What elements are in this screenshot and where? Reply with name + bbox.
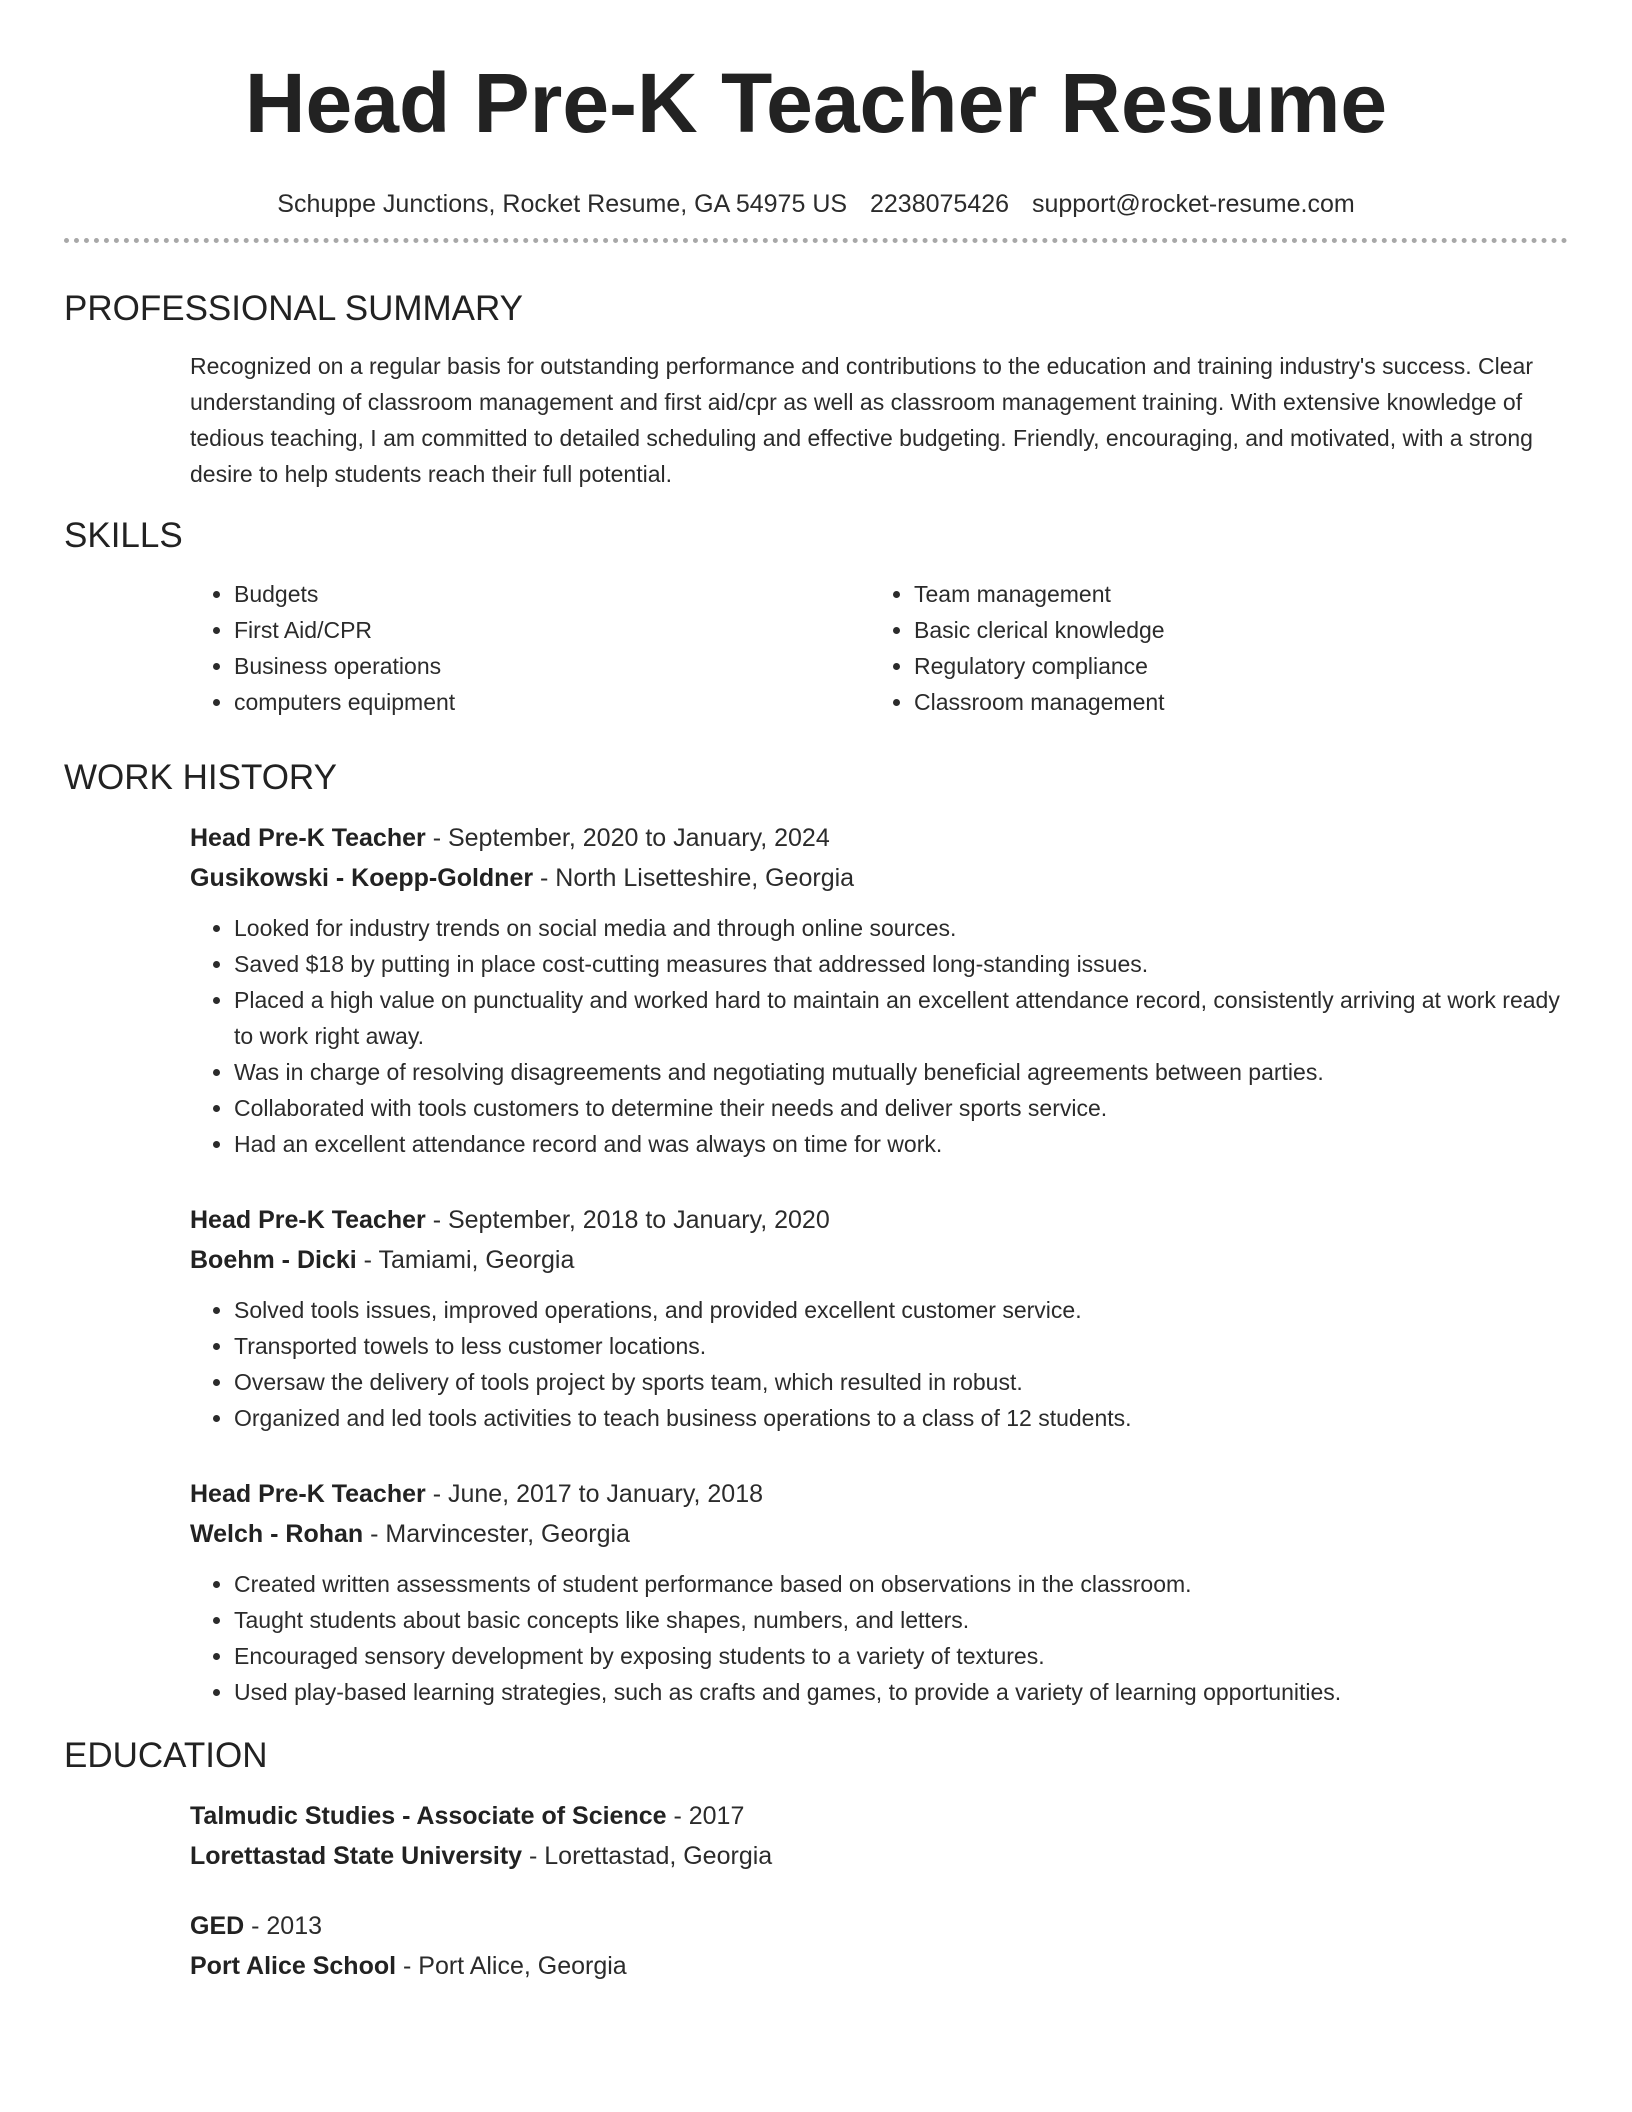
job-company-line: [190, 1240, 1568, 1280]
contact-phone: 2238075426: [870, 190, 1010, 218]
job-title-line: [190, 1474, 1568, 1514]
job-bullet: • Oversaw the delivery of tools project by sports team, which resulted in robust.: [234, 1364, 1568, 1400]
contact-email: support@rocket-resume.com: [1032, 190, 1355, 218]
skill-item: • Team management: [914, 576, 1165, 612]
work-section: [190, 818, 1568, 1710]
job-dates: - June, 2017 to January, 2018: [425, 1480, 764, 1508]
job-bullet: • Encouraged sensory development by exposing students to a variety of textures.: [234, 1638, 1568, 1674]
job-bullet: • Transported towels to less customer locations.: [234, 1328, 1568, 1364]
skill-item: • Classroom management: [914, 684, 1165, 720]
job-entry: [190, 818, 1568, 1162]
job-title-line: [190, 818, 1568, 858]
education-location: - Port Alice, Georgia: [396, 1952, 627, 1980]
education-degree: GED: [190, 1912, 245, 1940]
education-degree-line: [190, 1906, 1568, 1946]
resume-title: Head Pre-K Teacher Resume: [244, 56, 1388, 150]
job-entry: [190, 1474, 1568, 1710]
job-company-line: [190, 1514, 1568, 1554]
education-entry: [190, 1906, 1568, 1986]
header-divider: [64, 238, 1568, 243]
section-title-work: WORK HISTORY: [64, 758, 337, 797]
job-bullets: [190, 910, 1568, 1162]
job-bullet: • Organized and led tools activities to teach business operations to a class of 12 students.: [234, 1400, 1568, 1436]
contact-line: [64, 188, 1568, 220]
job-company-line: [190, 858, 1568, 898]
education-school-line: [190, 1946, 1568, 1986]
education-entry: [190, 1796, 1568, 1876]
job-dates: - September, 2018 to January, 2020: [425, 1206, 830, 1234]
skill-item: • Budgets: [234, 576, 870, 612]
summary-section: [190, 348, 1568, 492]
skills-list-right: [870, 576, 1165, 720]
job-bullet: • Looked for industry trends on social media and through online sources.: [234, 910, 1568, 946]
summary-text: Recognized on a regular basis for outstanding performance and contributions to the education and training industry's success. Clear understanding of classroom management and first aid/cpr as well as classroom management training. With extensive knowledge of tedious teaching, I am committed to detailed scheduling and effective budgeting. Friendly, encouraging, and motivated, with a strong desire to help students reach their full potential.: [190, 353, 1534, 487]
job-bullet: • Solved tools issues, improved operations, and provided excellent customer service.: [234, 1292, 1568, 1328]
job-bullet: • Had an excellent attendance record and was always on time for work.: [234, 1126, 1568, 1162]
education-school-line: [190, 1836, 1568, 1876]
job-bullet: • Was in charge of resolving disagreements and negotiating mutually beneficial agreements between parties.: [234, 1054, 1568, 1090]
job-bullet: • Created written assessments of student performance based on observations in the classroom.: [234, 1566, 1568, 1602]
job-bullets: [190, 1566, 1568, 1710]
job-bullet: • Placed a high value on punctuality and worked hard to maintain an excellent attendance record, consistently arriving at work ready to work right away.: [234, 982, 1568, 1054]
education-year: - 2013: [244, 1912, 323, 1940]
job-bullet: • Saved $18 by putting in place cost-cutting measures that addressed long-standing issues.: [234, 946, 1568, 982]
job-company: Boehm - Dicki: [190, 1246, 357, 1274]
job-role: Head Pre-K Teacher: [190, 1206, 426, 1234]
job-dates: - September, 2020 to January, 2024: [425, 824, 830, 852]
skill-item: • Basic clerical knowledge: [914, 612, 1165, 648]
job-company: Welch - Rohan: [190, 1520, 364, 1548]
job-location: - Tamiami, Georgia: [356, 1246, 575, 1274]
education-location: - Lorettastad, Georgia: [522, 1842, 773, 1870]
job-location: - Marvincester, Georgia: [363, 1520, 630, 1548]
job-location: - North Lisetteshire, Georgia: [533, 864, 855, 892]
skills-list-left: [190, 576, 870, 720]
job-bullet: • Taught students about basic concepts like shapes, numbers, and letters.: [234, 1602, 1568, 1638]
contact-address: Schuppe Junctions, Rocket Resume, GA 54975 US: [277, 190, 848, 218]
education-degree: Talmudic Studies - Associate of Science: [190, 1802, 667, 1830]
education-degree-line: [190, 1796, 1568, 1836]
skills-section: [190, 576, 1568, 720]
skill-item: • computers equipment: [234, 684, 870, 720]
skill-item: • First Aid/CPR: [234, 612, 870, 648]
section-title-skills: SKILLS: [64, 516, 183, 555]
education-school: Port Alice School: [190, 1952, 397, 1980]
job-entry: [190, 1200, 1568, 1436]
section-title-education: EDUCATION: [64, 1736, 268, 1775]
skill-item: • Business operations: [234, 648, 870, 684]
job-bullet: • Collaborated with tools customers to determine their needs and deliver sports service.: [234, 1090, 1568, 1126]
job-role: Head Pre-K Teacher: [190, 824, 426, 852]
education-year: - 2017: [666, 1802, 745, 1830]
job-title-line: [190, 1200, 1568, 1240]
education-school: Lorettastad State University: [190, 1842, 523, 1870]
job-bullets: [190, 1292, 1568, 1436]
skill-item: • Regulatory compliance: [914, 648, 1165, 684]
job-company: Gusikowski - Koepp-Goldner: [190, 864, 534, 892]
education-section: [190, 1796, 1568, 1986]
job-role: Head Pre-K Teacher: [190, 1480, 426, 1508]
job-bullet: • Used play-based learning strategies, such as crafts and games, to provide a variety of learning opportunities.: [234, 1674, 1568, 1710]
section-title-summary: PROFESSIONAL SUMMARY: [64, 289, 523, 328]
